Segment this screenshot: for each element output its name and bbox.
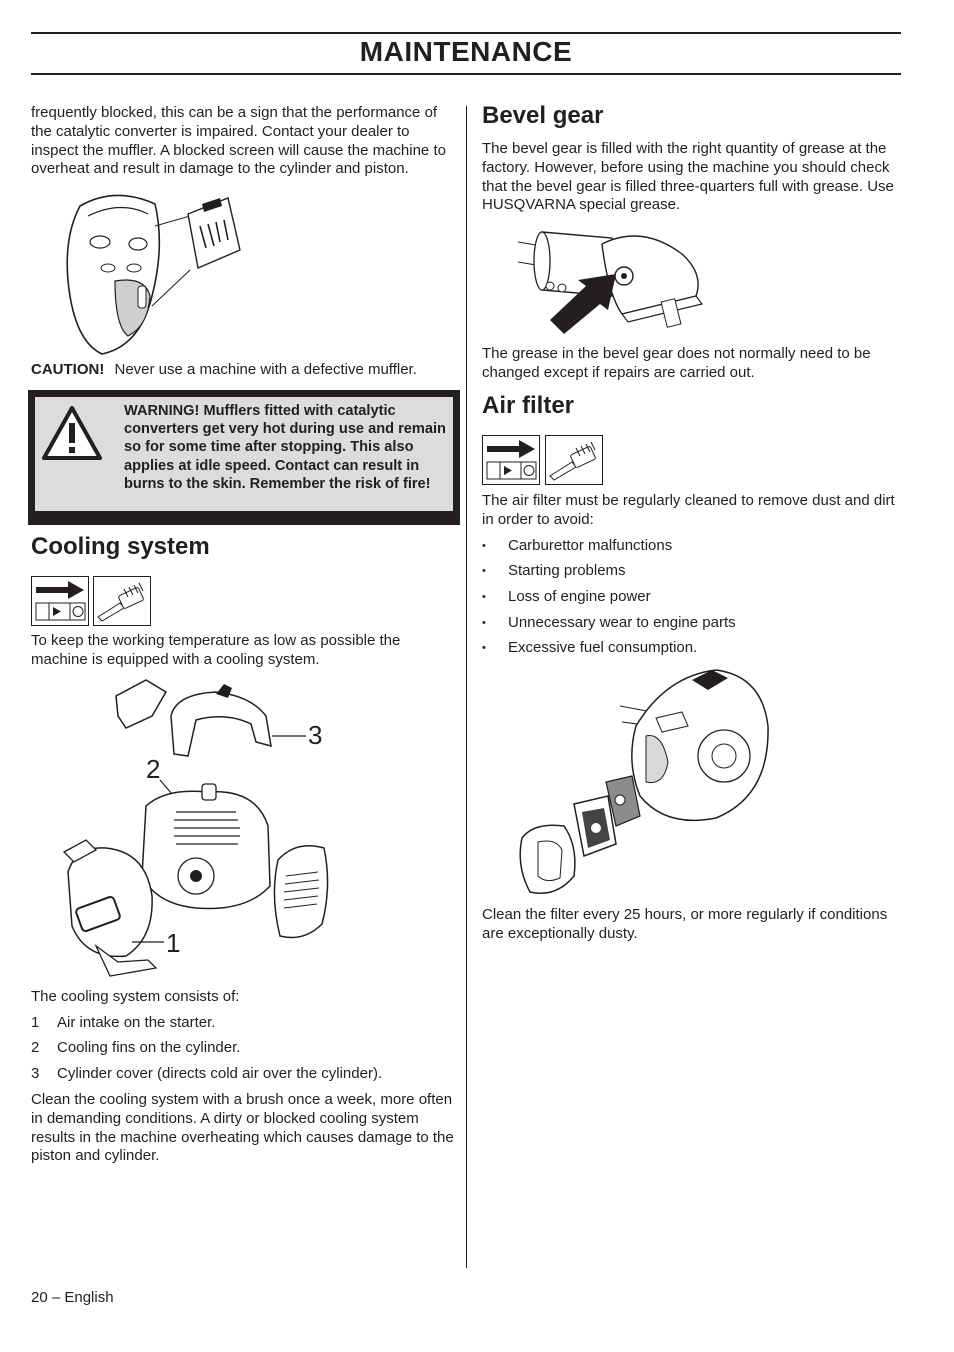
air-filter-clean-paragraph: Clean the filter every 25 hours, or more regularly if conditions are exceptionally dusty. xyxy=(482,906,888,942)
bevel-gear-note: The grease in the bevel gear does not normally need to be changed except if repairs are carried out. xyxy=(482,345,871,381)
caution-line xyxy=(31,361,417,378)
warning-text: WARNING! Mufflers fitted with catalytic converters get very hot during use and remain so for some time after stopping. This also applies at idle speed. Contact can result in burns to the skin. Remember the risk of fire! xyxy=(124,403,446,492)
cooling-consists-of: The cooling system consists of: xyxy=(31,988,240,1005)
bevel-gear-paragraph: The bevel gear is filled with the right quantity of grease at the factory. However, before using the machine you should check that the bevel gear is filled three-quarters full with grease. Use HUSQVARNA special grease. xyxy=(482,140,894,214)
bevel-gear-illustration xyxy=(512,224,708,340)
header-top-rule xyxy=(31,32,901,34)
page-footer: 20 – English xyxy=(31,1289,114,1306)
cooling-system-illustration xyxy=(56,676,366,982)
callout-1: 1 xyxy=(166,928,181,958)
cooling-clean-paragraph: Clean the cooling system with a brush once a week, more often in demanding conditions. A dirty or blocked cooling system results in the machine overheating which causes damage to the piston and cylinder. xyxy=(31,1091,454,1165)
warning-panel xyxy=(35,397,453,511)
page-title: MAINTENANCE xyxy=(359,36,573,67)
caution-label: CAUTION! xyxy=(31,361,105,378)
cooling-system-heading: Cooling system xyxy=(31,533,210,560)
bevel-gear-heading: Bevel gear xyxy=(482,102,604,129)
maintenance-arrow-icon xyxy=(482,435,540,485)
air-filter-illustration xyxy=(516,666,772,902)
brush-icon xyxy=(93,576,151,626)
brush-icon xyxy=(545,435,603,485)
air-filter-heading: Air filter xyxy=(482,392,575,419)
maintenance-arrow-icon xyxy=(31,576,89,626)
air-filter-intro: The air filter must be regularly cleaned to remove dust and dirt in order to avoid: xyxy=(482,492,895,528)
caution-text: Never use a machine with a defective muffler. xyxy=(114,361,417,378)
cooling-intro: To keep the working temperature as low as possible the machine is equipped with a cooling system. xyxy=(31,632,401,668)
header-bottom-rule xyxy=(31,73,901,75)
warning-triangle-icon xyxy=(41,405,103,461)
intro-paragraph: frequently blocked, this can be a sign that the performance of the catalytic converter is impaired. Contact your dealer to inspect the muffler. A blocked screen will cause the machine to overheat and result in damage to the cylinder and piston. xyxy=(31,104,446,178)
callout-2: 2 xyxy=(146,754,161,784)
callout-3: 3 xyxy=(308,720,323,750)
muffler-illustration xyxy=(60,186,265,358)
column-divider xyxy=(466,106,467,1268)
warning-box xyxy=(28,390,460,525)
